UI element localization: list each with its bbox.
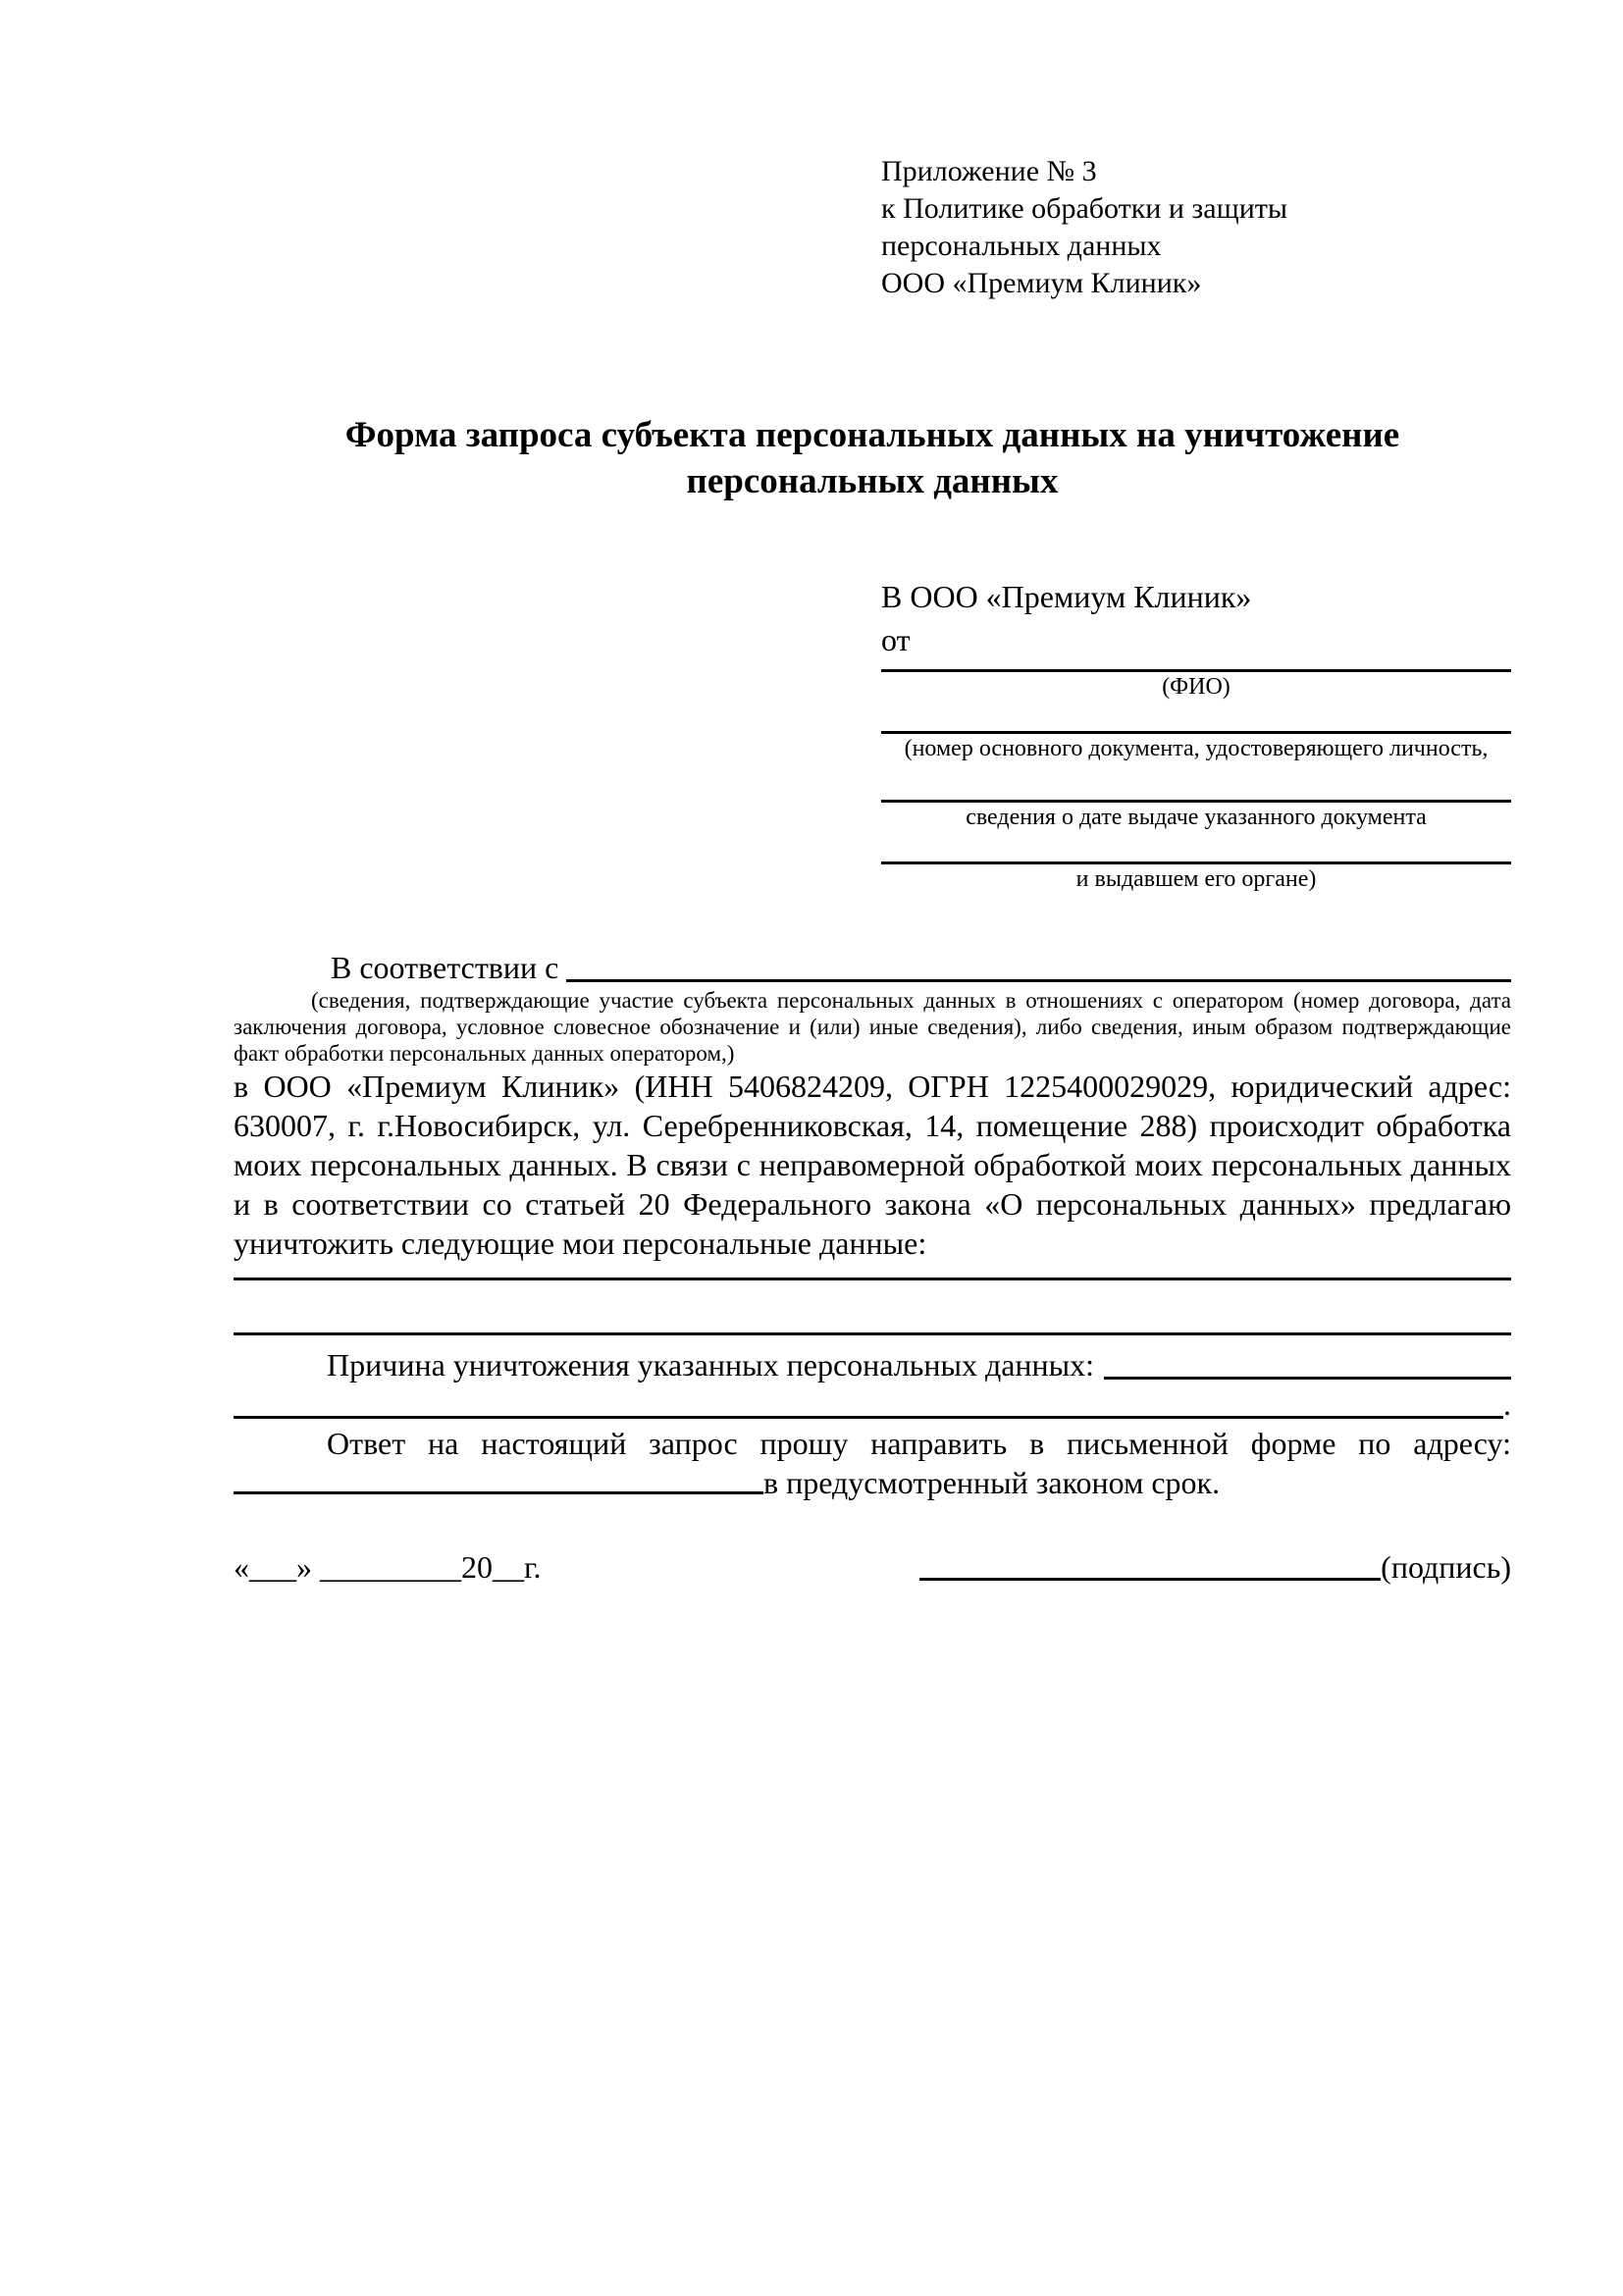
response-suffix: в предусмотренный законом срок. xyxy=(763,1465,1221,1500)
reason-continuation-line[interactable] xyxy=(234,1384,1503,1419)
personal-data-line-2[interactable] xyxy=(234,1280,1511,1335)
signature-line[interactable] xyxy=(919,1578,1381,1581)
signature-group xyxy=(919,1547,1511,1587)
footer-row xyxy=(234,1547,1511,1587)
recipient-block xyxy=(881,575,1511,893)
document-content xyxy=(234,0,1511,1587)
issuing-authority-line[interactable] xyxy=(881,831,1511,864)
form-title: Форма запроса субъекта персональных данных на уничтожение персональных данных xyxy=(344,415,1400,501)
appendix-line: Приложение № 3 xyxy=(881,155,1097,187)
fio-caption: (ФИО) xyxy=(1162,674,1230,700)
appendix-reference xyxy=(881,153,1511,302)
reason-row xyxy=(234,1345,1511,1384)
fio-line[interactable] xyxy=(881,661,1511,672)
appendix-line: к Политике обработки и защиты xyxy=(881,192,1288,225)
appendix-line: ООО «Премиум Клиник» xyxy=(881,267,1202,299)
address-line[interactable] xyxy=(234,1463,763,1494)
accordance-footnote: (сведения, подтверждающие участие субъекта персональных данных в отношениях с оператором (номер договора, дата заключения договора, условное словесное обозначение и (или) иные сведения), либо сведения, иным образом подтверждающие факт обработки персональных данных оператором,) xyxy=(234,988,1511,1066)
reason-label: Причина уничтожения указанных персональных данных: xyxy=(327,1347,1095,1383)
personal-data-line-1[interactable] xyxy=(234,1266,1511,1280)
response-address-row xyxy=(234,1463,1511,1502)
accordance-row xyxy=(234,948,1511,987)
accordance-line[interactable] xyxy=(566,948,1511,982)
reason-line-terminator: . xyxy=(1503,1386,1511,1422)
date-placeholder[interactable]: «___» _________20__г. xyxy=(234,1549,542,1585)
recipient-organization: В ООО «Премиум Клиник» xyxy=(881,579,1252,614)
issue-date-line[interactable] xyxy=(881,762,1511,803)
reason-line[interactable] xyxy=(1104,1345,1511,1380)
accordance-label: В соответствии с xyxy=(331,950,559,985)
signature-caption: (подпись) xyxy=(1381,1549,1511,1585)
reason-continuation-row xyxy=(234,1384,1511,1424)
appendix-line: персональных данных xyxy=(881,230,1162,262)
response-request-text: Ответ на настоящий запрос прошу направить в письменной форме по адресу: xyxy=(327,1426,1511,1461)
main-paragraph: в ООО «Премиум Клиник» (ИНН 5406824209, ОГРН 1225400029029, юридический адрес: 630007, г. г.Новосибирск, ул. Серебренниковская, 14, помещение 288) происходит обработка моих персональных данных. В связи с неправомерной обработкой моих персональных данных и в соответствии со статьей 20 Федерального закона «О персональных данных» предлагаю уничтожить следующие мои персональные данные: xyxy=(234,1069,1511,1261)
document-number-caption: (номер основного документа, удостоверяющего личность, xyxy=(904,736,1489,761)
issue-date-caption: сведения о дате выдаче указанного документа xyxy=(966,805,1427,830)
issuing-authority-caption: и выдавшем его органе) xyxy=(1075,866,1317,892)
from-label: от xyxy=(881,622,911,657)
document-number-line[interactable] xyxy=(881,701,1511,734)
